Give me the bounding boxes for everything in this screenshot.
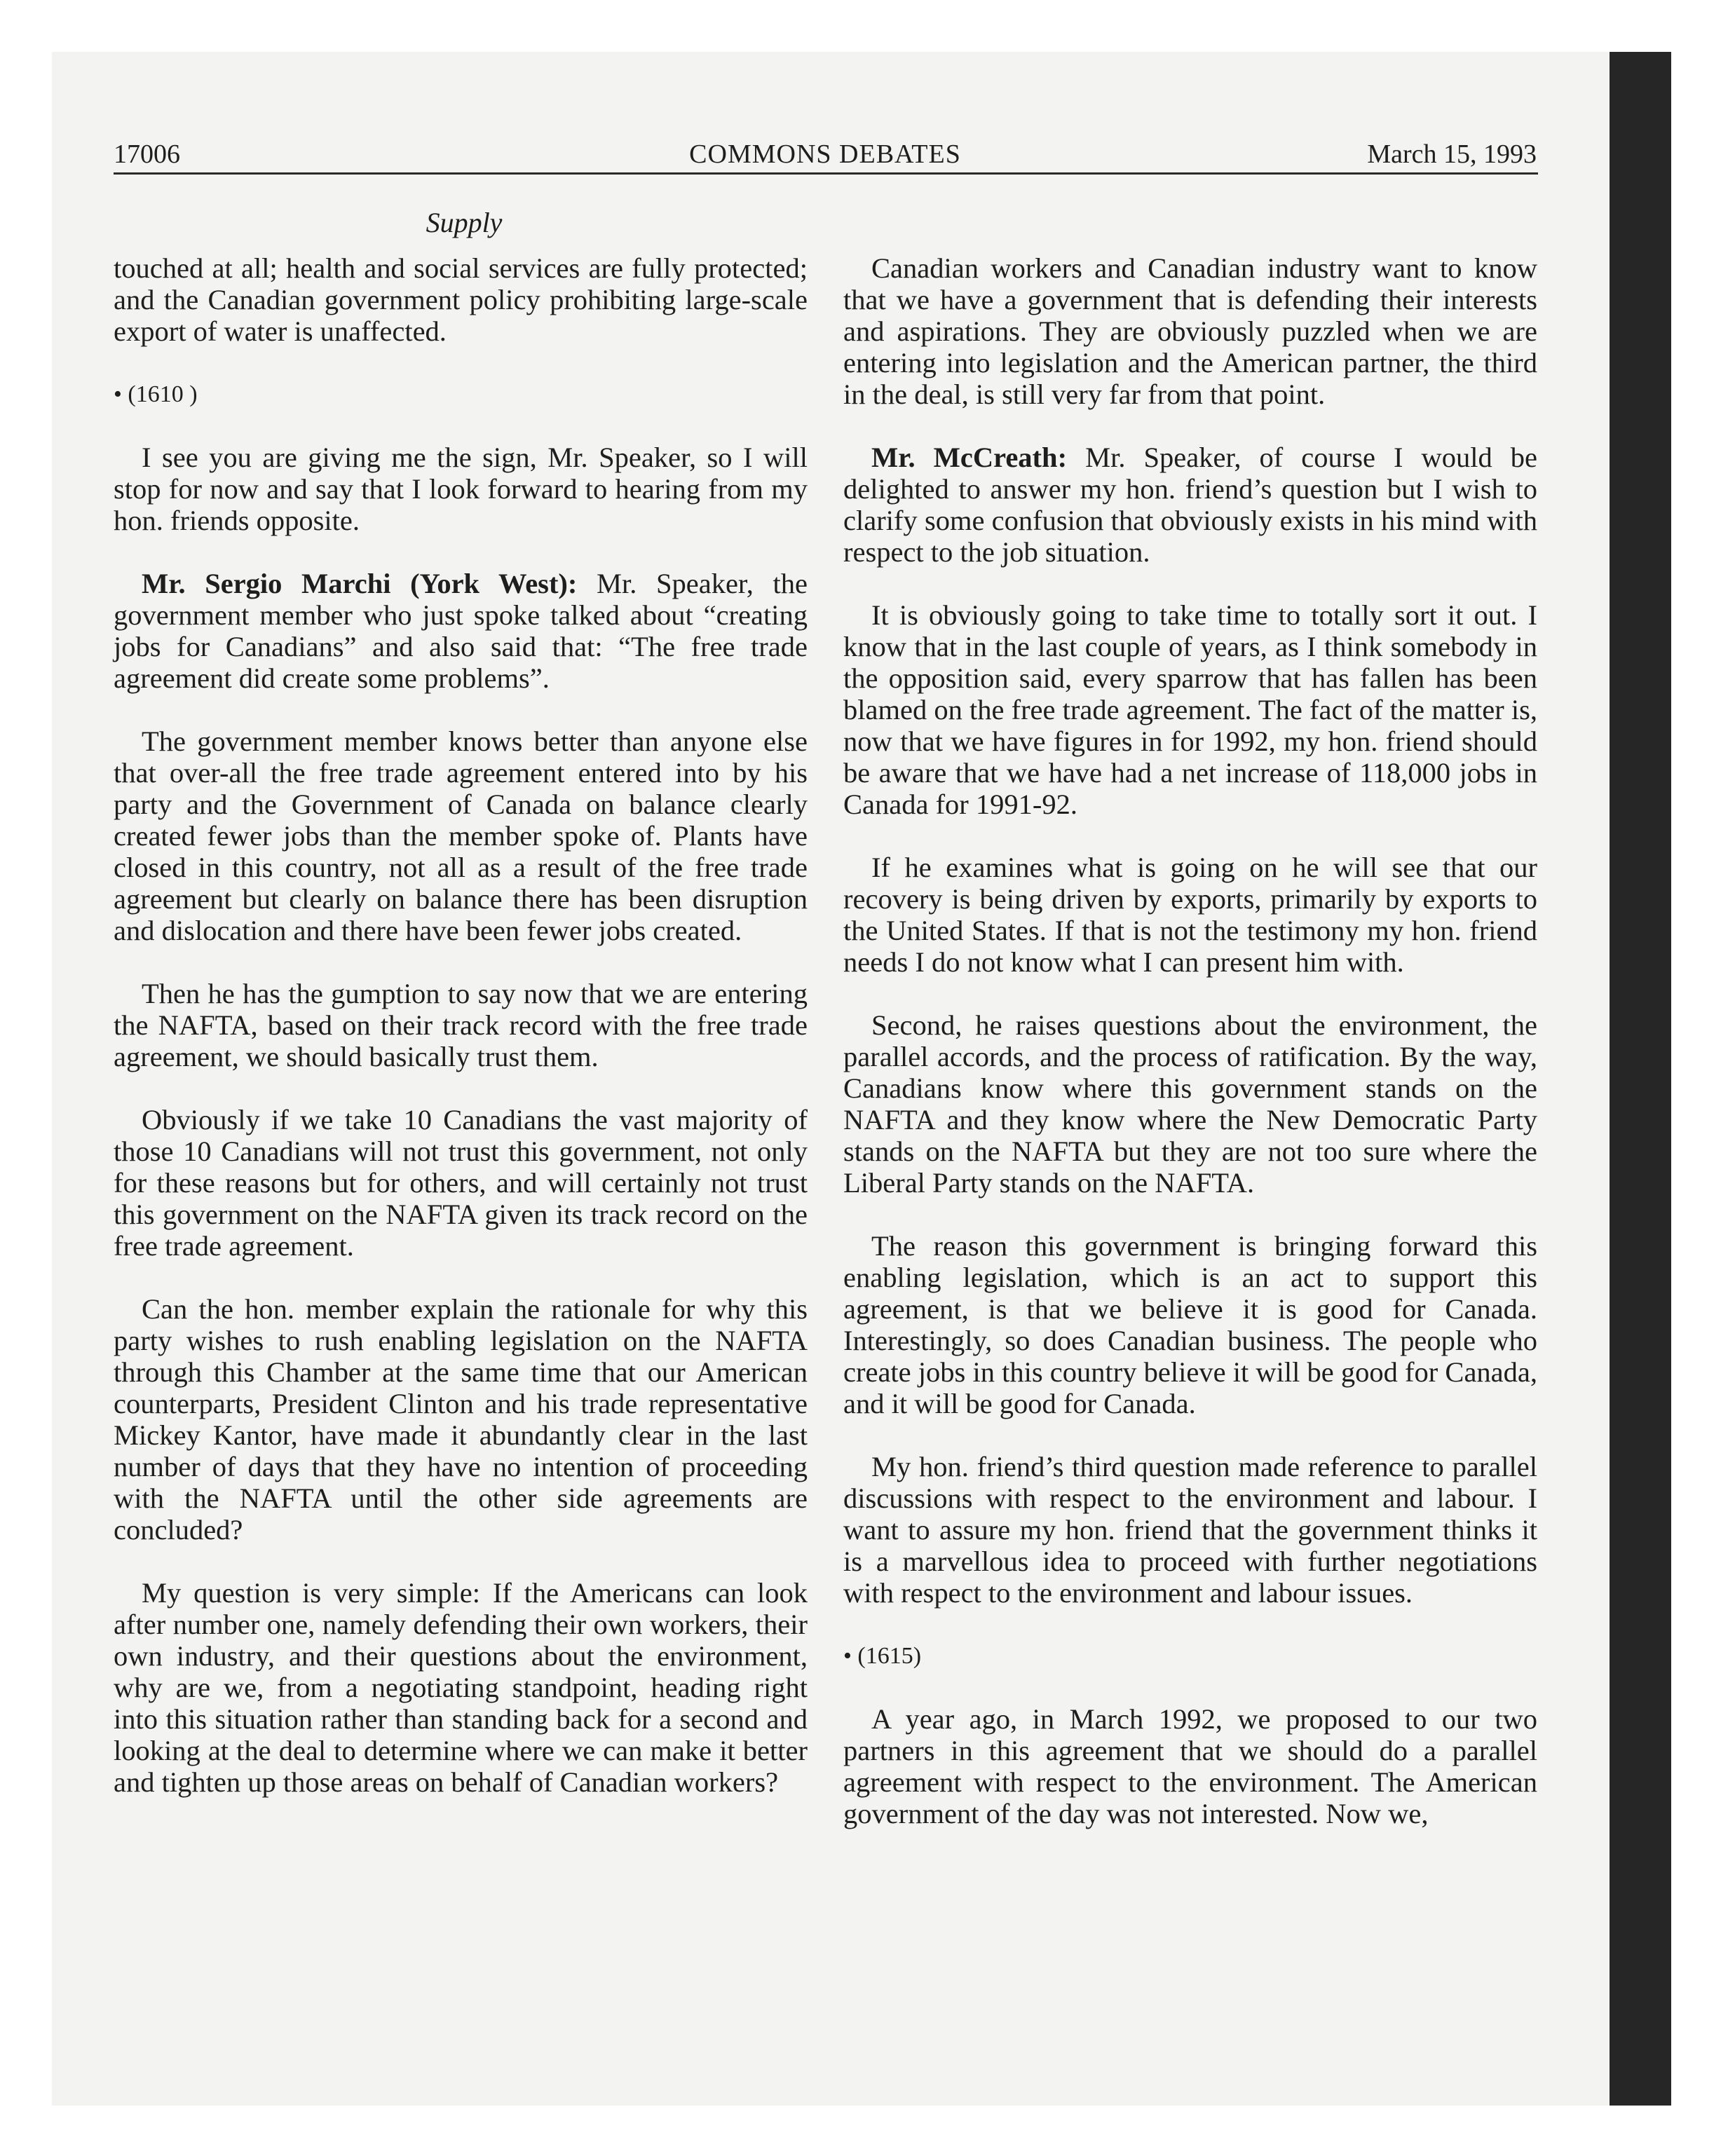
paragraph: Canadian workers and Canadian industry want to know that we have a government that is defending their interests and aspirations. They are obviously puzzled when we are entering into legislation and the American partner, the third in the deal, is still very far from that point. <box>843 252 1537 410</box>
paragraph: I see you are giving me the sign, Mr. Speaker, so I will stop for now and say that I look forward to hearing from my hon. friends opposite. <box>114 442 808 536</box>
left-column <box>114 252 808 1829</box>
right-column <box>843 252 1537 1861</box>
publication-title: COMMONS DEBATES <box>689 139 961 169</box>
paragraph: It is obviously going to take time to totally sort it out. I know that in the last couple of years, as I think somebody in the opposition said, every sparrow that has fallen has been blamed on the free trade agreement. The fact of the matter is, now that we have figures in for 1992, my hon. friend should be aware that we have had a net increase of 118,000 jobs in Canada for 1991-92. <box>843 599 1537 820</box>
paragraph: My hon. friend’s third question made reference to parallel discussions with respect to the environment and labour. I want to assure my hon. friend that the government thinks it is a marvellous idea to proceed with further negotiations with respect to the environment and labour issues. <box>843 1451 1537 1609</box>
paragraph: The government member knows better than anyone else that over-all the free trade agreement entered into by his party and the Government of Canada on balance clearly created fewer jobs than the member spoke of. Plants have closed in this country, not all as a result of the free trade agreement but clearly on balance there has been disruption and dislocation and there have been fewer jobs created. <box>114 725 808 946</box>
paragraph: touched at all; health and social services are fully protected; and the Canadian government policy prohibiting large-scale export of water is unaffected. <box>114 252 808 347</box>
header-rule <box>114 172 1538 175</box>
paragraph: Second, he raises questions about the environment, the parallel accords, and the process of ratification. By the way, Canadians know where this government stands on the NAFTA and they know where the New Democratic Party stands on the NAFTA but they are not too sure where the Liberal Party stands on the NAFTA. <box>843 1009 1537 1199</box>
publication-date: March 15, 1993 <box>1367 139 1537 169</box>
paragraph: A year ago, in March 1992, we proposed to our two partners in this agreement that we should do a parallel agreement with respect to the environment. The American government of the day was not interested. Now we, <box>843 1703 1537 1829</box>
paragraph: The reason this government is bringing forward this enabling legislation, which is an act to support this agreement, is that we believe it is good for Canada. Interestingly, so does Canadian business. The people who create jobs in this country believe it will be good for Canada, and it will be good for Canada. <box>843 1230 1537 1419</box>
page-header <box>114 133 1537 175</box>
speech-text: Mr. Speaker, of course I would be delighted to answer my hon. friend’s question but I wish to clarify some confusion that obviously exists in his mind with respect to the job situation. <box>843 442 1537 568</box>
speech-paragraph <box>843 442 1537 568</box>
speech-paragraph <box>114 568 808 694</box>
paragraph: Can the hon. member explain the rationale for why this party wishes to rush enabling legislation on the NAFTA through this Chamber at the same time that our American counterparts, President Clinton and his trade representative Mickey Kantor, have made it abundantly clear in the last number of days that they have no intention of proceeding with the NAFTA until the other side agreements are concluded? <box>114 1293 808 1546</box>
speaker-name: Mr. Sergio Marchi (York West): <box>142 568 578 599</box>
paragraph: My question is very simple: If the Americans can look after number one, namely defending their own workers, their own industry, and their questions about the environment, why are we, from a negotiating standpoint, heading right into this situation rather than standing back for a second and looking at the deal to determine where we can make it better and tighten up those areas on behalf of Canadian workers? <box>114 1577 808 1798</box>
scan-binding-edge <box>1610 52 1671 2106</box>
paragraph: Obviously if we take 10 Canadians the vast majority of those 10 Canadians will not trust this government, not only for these reasons but for others, and will certainly not trust this government on the NAFTA given its track record on the free trade agreement. <box>114 1104 808 1262</box>
page-number: 17006 <box>114 139 180 169</box>
section-heading: Supply <box>426 207 503 238</box>
speech-text: Mr. Speaker, the government member who just spoke talked about “creating jobs for Canadians” and also said that: “The free trade agreement did create some problems”. <box>114 568 808 694</box>
paragraph: If he examines what is going on he will see that our recovery is being driven by exports, primarily by exports to the United States. If that is not the testimony my hon. friend needs I do not know what I can present him with. <box>843 852 1537 978</box>
time-marker: • (1615) <box>843 1643 922 1669</box>
time-marker: • (1610 ) <box>114 381 198 407</box>
speaker-name: Mr. McCreath: <box>871 442 1068 473</box>
paragraph: Then he has the gumption to say now that we are entering the NAFTA, based on their track record with the free trade agreement, we should basically trust them. <box>114 978 808 1072</box>
